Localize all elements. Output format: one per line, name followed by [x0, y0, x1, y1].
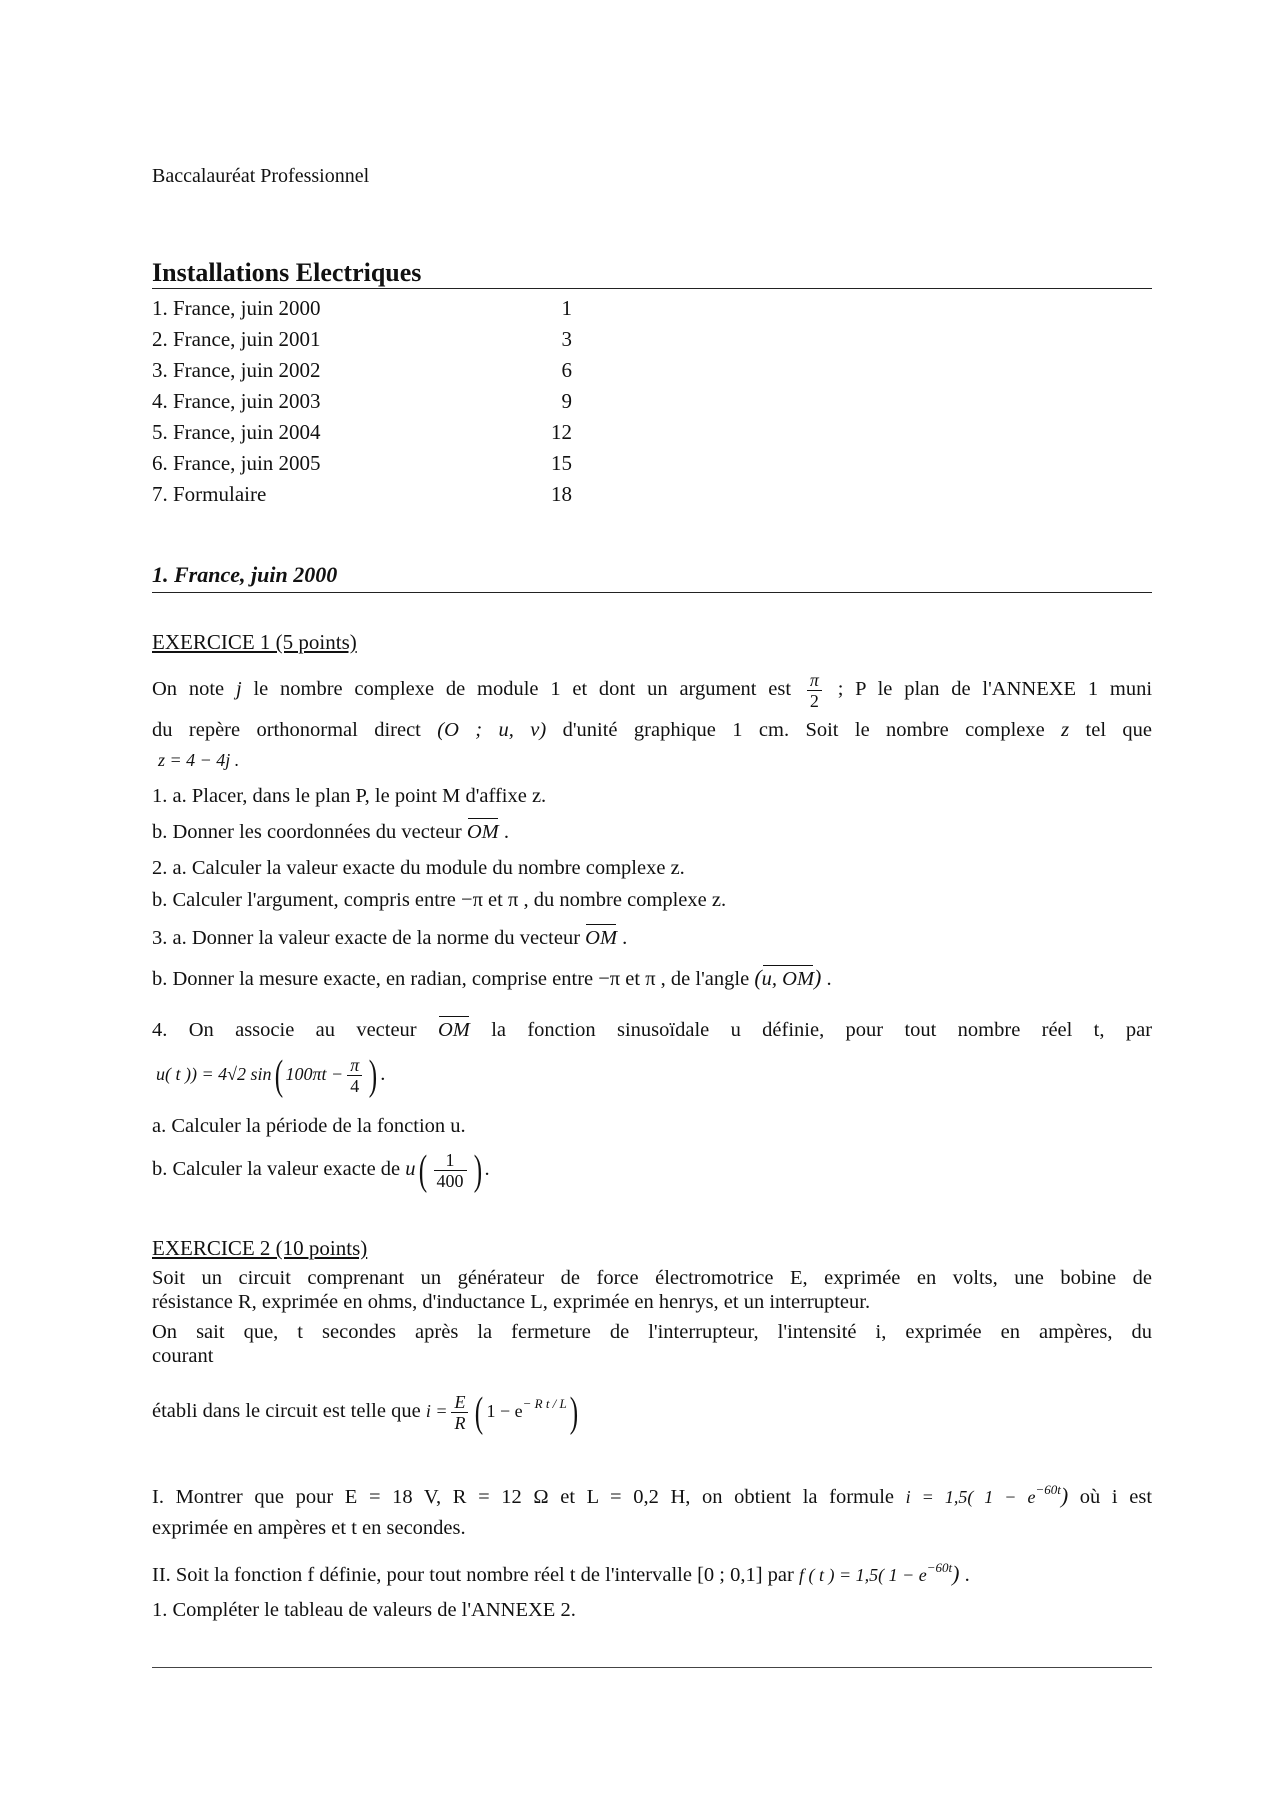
ex2-p3: établi dans le circuit est telle que i = $\frac{E}{R}$ ( $1 - e^{- R t / L}$) — [152, 1389, 578, 1436]
toc-item[interactable]: 4. France, juin 2003 9 — [152, 389, 572, 413]
ex2-qI-cont: exprimée en ampères et t en secondes. — [152, 1517, 466, 1539]
z-definition: z = 4 − 4j . — [158, 750, 240, 770]
document-title: Installations Electriques — [152, 258, 422, 287]
toc-item[interactable]: 1. France, juin 2000 1 — [152, 296, 572, 320]
document-header: Baccalauréat Professionnel — [152, 165, 370, 187]
ex1-q4-function: u( t )) = 4√2 sin( 100πt − $\frac{\pi}{4}$ ) . — [156, 1052, 386, 1099]
ex2-qI: I. Montrer que pour E = 18 V, R = 12 Ω et L = 0,2 H, on obtient la formule i = 1,5( $1 - e^{-60t}$) où i est — [152, 1482, 1153, 1508]
toc-item[interactable]: 6. France, juin 2005 15 — [152, 451, 572, 475]
toc-item[interactable]: 2. France, juin 2001 3 — [152, 327, 572, 351]
ex1-intro-line2: du repère orthonormal direct (O ; u, v) d'unité graphique 1 cm. Soit le nombre complexe z tel que — [152, 719, 1153, 741]
ex2-p1: Soit un circuit comprenant un générateur de force électromotrice E, exprimée en volts, une bobine de — [152, 1267, 1152, 1289]
ex2-p2: On sait que, t secondes après la fermeture de l'interrupteur, l'intensité i, exprimée en ampères, du — [152, 1321, 1152, 1343]
section-title: 1. France, juin 2000 — [152, 562, 338, 587]
ex2-p1b: résistance R, exprimée en ohms, d'inductance L, exprimée en henrys, et un interrupteur. — [152, 1291, 871, 1313]
ex2-p2b: courant — [152, 1345, 214, 1367]
exercise-1-heading: EXERCICE 1 (5 points) — [152, 630, 357, 654]
footer-rule — [152, 1667, 1152, 1668]
pi-over-2: $\frac{\pi}{2}$ — [807, 670, 822, 711]
title-rule — [152, 288, 1152, 289]
ex1-q3b: b. Donner la mesure exacte, en radian, comprise entre −π et π , de l'angle (u, OM) . — [152, 965, 832, 990]
ex1-q1a: 1. a. Placer, dans le plan P, le point M d'affixe z. — [152, 785, 547, 807]
ex1-q2b: b. Calculer l'argument, compris entre −π et π , du nombre complexe z. — [152, 889, 727, 911]
section-rule — [152, 592, 1152, 593]
ex1-q4a: a. Calculer la période de la fonction u. — [152, 1115, 466, 1137]
ex2-qII: II. Soit la fonction f définie, pour tout nombre réel t de l'intervalle [0 ; 0,1] par f ( t ) = 1,5( $1 - e^{-60t}$) . — [152, 1560, 970, 1586]
ex1-q4b: b. Calculer la valeur exacte de u( $\frac{1}{400}$ ) . — [152, 1147, 490, 1194]
toc-item[interactable]: 7. Formulaire 18 — [152, 482, 572, 506]
ex1-intro-line1: On note j le nombre complexe de module 1 et dont un argument est $\frac{\pi}{2}$ ; P le plan de l'ANNEXE 1 muni — [152, 670, 1153, 711]
ex2-q1: 1. Compléter le tableau de valeurs de l'ANNEXE 2. — [152, 1599, 576, 1621]
exercise-2-heading: EXERCICE 2 (10 points) — [152, 1236, 368, 1260]
toc-item[interactable]: 5. France, juin 2004 12 — [152, 420, 572, 444]
toc-item[interactable]: 3. France, juin 2002 6 — [152, 358, 572, 382]
ex1-q4: 4. On associe au vecteur OM la fonction sinusoïdale u définie, pour tout nombre réel t, par — [152, 1019, 1153, 1041]
table-of-contents — [152, 296, 572, 513]
ex1-q3a: 3. a. Donner la valeur exacte de la norme du vecteur OM . — [152, 927, 628, 949]
ex1-q1b: b. Donner les coordonnées du vecteur OM . — [152, 821, 509, 843]
ex1-q2a: 2. a. Calculer la valeur exacte du module du nombre complexe z. — [152, 857, 685, 879]
